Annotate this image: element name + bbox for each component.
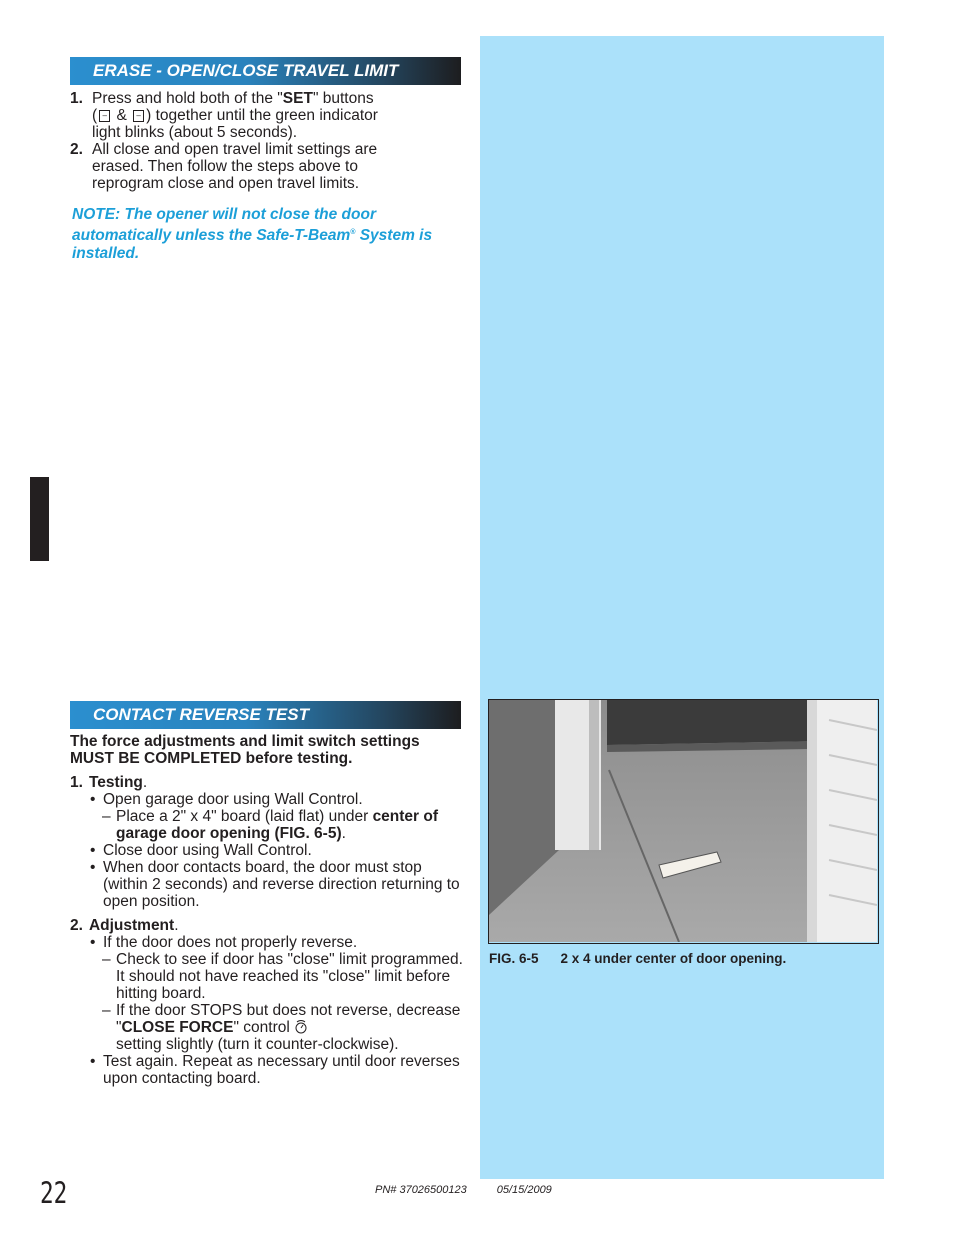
footer-date: 05/15/2009 <box>496 1184 552 1196</box>
erase-steps <box>70 90 465 192</box>
adjustment-heading: 2. Adjustment. <box>70 917 179 934</box>
contact-reverse-body <box>70 733 465 1087</box>
section-side-tab <box>30 477 49 561</box>
erase-step-1: 1. Press and hold both of the "SET" buttons ( – & – ) together until the green indicator light blinks (about 5 seconds). <box>70 90 378 141</box>
blue-side-panel <box>480 36 884 1179</box>
testing-heading: 1. Testing. <box>70 774 148 791</box>
garage-door-photo <box>489 700 877 942</box>
list-item: – Place a 2" x 4" board (laid flat) under center of garage door opening (FIG. 6-5). <box>102 808 439 842</box>
part-number: PN# 37026500123 <box>375 1184 467 1196</box>
erase-step-2: 2. All close and open travel limit settings are erased. Then follow the steps above to reprogram close and open travel limits. <box>70 141 378 192</box>
list-item: – If the door STOPS but does not reverse, decrease "CLOSE FORCE" control setting slightly (turn it counter-clockwise). <box>102 1002 461 1053</box>
close-force-dial-icon <box>294 1019 308 1035</box>
set-button-icon: – <box>133 110 144 122</box>
list-item: • If the door does not properly reverse. <box>90 934 358 951</box>
contact-intro: The force adjustments and limit switch settings MUST BE COMPLETED before testing. <box>70 733 420 767</box>
footer <box>375 1184 552 1196</box>
contact-reverse-section-header <box>70 701 461 729</box>
list-item: • Open garage door using Wall Control. <box>90 791 363 808</box>
figure-caption: FIG. 6-5 2 x 4 under center of door opening. <box>489 951 787 966</box>
safe-t-beam-note: NOTE: The opener will not close the door automatically unless the Safe-T-Beam® System is installed. <box>72 206 433 263</box>
erase-section-header <box>70 57 461 85</box>
erase-section-title: ERASE - OPEN/CLOSE TRAVEL LIMIT <box>93 61 399 80</box>
page-number: 22 <box>40 1176 68 1210</box>
list-item: • Close door using Wall Control. <box>90 842 312 859</box>
contact-reverse-title: CONTACT REVERSE TEST <box>93 705 309 724</box>
set-button-icon: – <box>99 110 110 122</box>
list-item: • Test again. Repeat as necessary until door reverses upon contacting board. <box>90 1053 460 1087</box>
list-item: – Check to see if door has "close" limit programmed. It should not have reached its "close" limit before hitting board. <box>102 951 463 1002</box>
figure-photo <box>488 699 879 944</box>
list-item: • When door contacts board, the door must stop (within 2 seconds) and reverse direction returning to open position. <box>90 859 460 910</box>
